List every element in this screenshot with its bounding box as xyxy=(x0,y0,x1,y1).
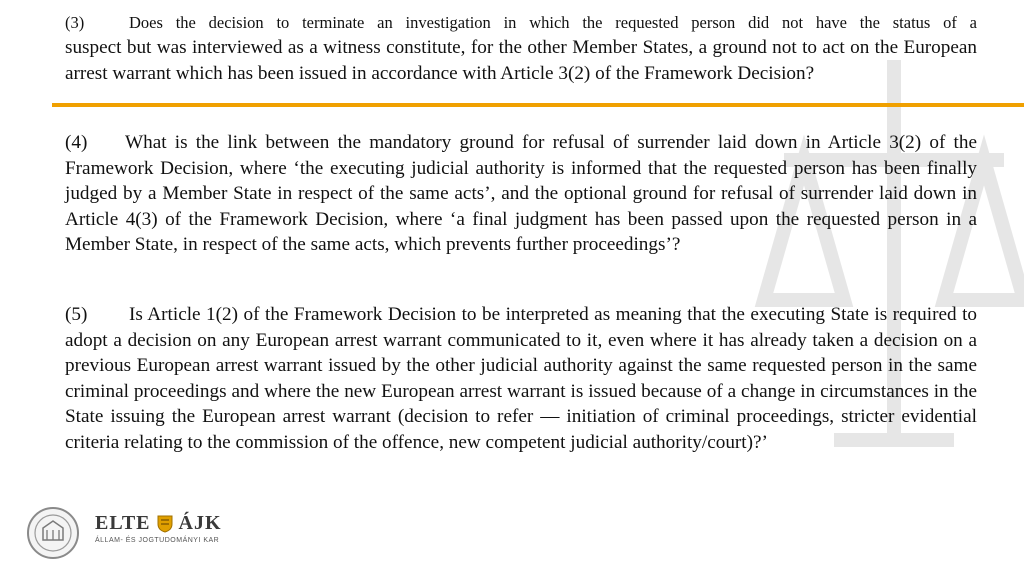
question-3-number: (3) xyxy=(65,13,85,32)
question-5 xyxy=(65,302,977,456)
accent-divider xyxy=(52,103,1024,107)
question-3-first-line xyxy=(65,10,977,35)
faculty-logo xyxy=(95,512,222,544)
question-3-text: suspect but was interviewed as a witness constitute, for the other Member States, a ground not to act on the European arrest warrant which has been issued in accordance with Article 3(2) of the Framework Decision? xyxy=(65,37,977,84)
ajk-text: ÁJK xyxy=(178,512,222,534)
faculty-subtitle: ÁLLAM- ÉS JOGTUDOMÁNYI KAR xyxy=(95,537,220,544)
question-4-number: (4) xyxy=(65,132,88,153)
question-5-text: Is Article 1(2) of the Framework Decision to be interpreted as meaning that the executing State is required to adopt a decision on any European arrest warrant communicated to it, even where it has already taken a decision on a previous European arrest warrant issued by the other judicial authority against the same requested person in the same criminal proceedings and where the new European arrest warrant is issued because of a change in circumstances in the State issuing the European arrest warrant (decision to refer — initiation of criminal proceedings, stricter evidential criteria relating to the commission of the offence, new competent judicial authority/court)?’ xyxy=(65,304,977,453)
shield-icon xyxy=(157,515,173,533)
question-5-number: (5) xyxy=(65,304,88,325)
question-4 xyxy=(65,130,977,258)
question-4-text: What is the link between the mandatory ground for refusal of surrender laid down in Article 3(2) of the Framework Decision, where ‘the executing judicial authority is informed that the requested person has been finally judged by a Member State in respect of the same acts’, and the optional ground for refusal of surrender laid down in Article 4(3) of the Framework Decision, where ‘a final judgment has been passed upon the requested person in a Member State, in respect of the same acts, which prevents further proceedings’? xyxy=(65,132,977,256)
elte-text: ELTE xyxy=(95,512,151,534)
faculty-logo-wordmark xyxy=(95,512,222,535)
university-seal-icon xyxy=(26,506,80,560)
question-3-first-line-text: Does the decision to terminate an investigation in which the requested person did not have the status of a xyxy=(129,13,977,32)
